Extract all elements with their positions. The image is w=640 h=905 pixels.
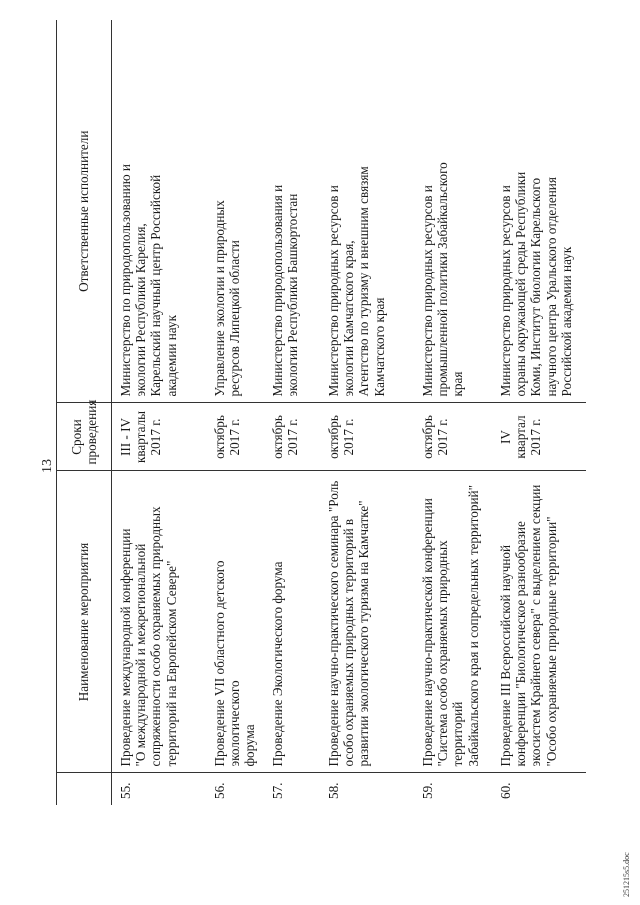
row-executor-line: Управление экологии и природных bbox=[212, 200, 227, 397]
row-period bbox=[112, 403, 207, 471]
header-executors: Ответственные исполнители bbox=[57, 20, 112, 403]
row-period-line: 2017 г. bbox=[285, 418, 301, 456]
row-executor-line: ресурсов Липецкой области bbox=[227, 240, 243, 397]
page-number: 13 bbox=[40, 459, 55, 473]
row-executors bbox=[112, 20, 207, 403]
row-period-line: 2017 г. bbox=[528, 418, 544, 456]
row-executor-line: академии наук bbox=[163, 315, 179, 397]
row-period-line: 2017 г. bbox=[341, 418, 357, 456]
row-number: 60. bbox=[498, 782, 513, 799]
row-period bbox=[206, 403, 264, 471]
row-period bbox=[320, 403, 414, 471]
row-title-line: территорий на Европейском Севере" bbox=[163, 560, 179, 767]
row-number: 56. bbox=[212, 782, 227, 799]
row-executor-line: Российской академии наук bbox=[558, 246, 574, 397]
row-executor-line: научного центра Уральского отделения bbox=[543, 177, 559, 397]
header-period-line: Сроки bbox=[68, 419, 84, 455]
row-title bbox=[112, 471, 207, 773]
row-title-line: конференции "Биологическое разнообразие bbox=[513, 521, 529, 767]
row-title-line: Забайкальского края и сопредельных территорий" bbox=[465, 485, 481, 767]
row-number: 58. bbox=[326, 782, 341, 799]
row-executor-line: Карельский научный центр Российской bbox=[148, 174, 164, 397]
header-number bbox=[57, 773, 112, 805]
row-title-line: "Особо охраняемые природные территории" bbox=[543, 516, 559, 767]
row-period bbox=[264, 403, 320, 471]
row-period-line: 2017 г. bbox=[148, 418, 164, 456]
table-header-row bbox=[57, 20, 112, 805]
row-period-line: IV квартал bbox=[498, 415, 529, 459]
events-table bbox=[56, 20, 586, 805]
row-executors bbox=[492, 20, 586, 403]
row-number: 57. bbox=[270, 782, 285, 799]
header-period-line: проведения bbox=[84, 399, 99, 465]
row-period-line: III - IV bbox=[118, 417, 133, 457]
row-executor-line: Камчатского края bbox=[371, 297, 387, 397]
table-row bbox=[414, 20, 492, 805]
row-executor-line: экологии Республики Карелия, bbox=[133, 223, 149, 397]
row-period-line: 2017 г. bbox=[435, 418, 451, 456]
row-executors bbox=[206, 20, 264, 403]
document-filename: 251215s5.doc bbox=[622, 852, 631, 897]
row-title bbox=[492, 471, 586, 773]
row-title-line: сопряженности особо охраняемых природных bbox=[148, 506, 164, 767]
row-executor-line: края bbox=[450, 371, 466, 397]
row-title-line: развитии экологического туризма на Камчатке" bbox=[356, 500, 372, 767]
row-executor-line: промышленной политики Забайкальского bbox=[435, 162, 451, 397]
table-row bbox=[320, 20, 414, 805]
row-period-line: кварталы bbox=[133, 410, 149, 464]
header-period bbox=[57, 399, 112, 471]
row-title-line: "О международной и межрегиональной bbox=[133, 543, 149, 767]
row-executor-line: Коми, Институт биологии Карельского bbox=[528, 177, 544, 397]
row-number: 55. bbox=[118, 782, 133, 799]
table-row bbox=[492, 20, 586, 805]
row-title bbox=[206, 471, 264, 773]
row-title bbox=[320, 471, 414, 773]
row-executors bbox=[320, 20, 414, 403]
row-executor-line: Министерство природопользования и bbox=[270, 184, 285, 397]
row-title-line: Проведение VII областного детского экологического bbox=[212, 560, 243, 767]
row-period bbox=[414, 403, 492, 471]
table-row bbox=[112, 20, 207, 805]
row-executor-line: охраны окружающей среды Республики bbox=[513, 171, 529, 397]
table-row bbox=[264, 20, 320, 805]
row-title-line: Проведение III Всероссийской научной bbox=[498, 544, 513, 767]
row-executor-line: Министерство природных ресурсов и bbox=[498, 185, 513, 397]
row-title bbox=[414, 471, 492, 773]
row-period-line: октябрь bbox=[326, 415, 341, 459]
row-title-line: "Система особо охраняемых природных территорий bbox=[435, 540, 466, 767]
row-title bbox=[264, 471, 320, 773]
row-executor-line: Министерство по природопользованию и bbox=[118, 164, 133, 397]
row-title-line: Проведение Экологического форума bbox=[270, 561, 285, 767]
header-name: Наименование мероприятия bbox=[57, 471, 112, 773]
table-row bbox=[206, 20, 264, 805]
row-period-line: октябрь bbox=[212, 415, 227, 459]
row-title-line: форума bbox=[242, 724, 258, 767]
row-title-line: Проведение научно-практического семинара "Роль bbox=[326, 480, 341, 767]
row-title-line: Проведение научно-практической конференции bbox=[420, 498, 435, 767]
row-executor-line: Министерство природных ресурсов и bbox=[326, 185, 341, 397]
row-executor-line: экологии Камчатского края, bbox=[341, 240, 357, 397]
row-executor-line: Министерство природных ресурсов и bbox=[420, 185, 435, 397]
row-period-line: октябрь bbox=[270, 415, 285, 459]
row-title-line: экосистем Крайнего севера" с выделением секции bbox=[528, 484, 544, 767]
row-period-line: 2017 г. bbox=[227, 418, 243, 456]
row-period-line: октябрь bbox=[420, 415, 435, 459]
row-title-line: Проведение международной конференции bbox=[118, 528, 133, 767]
row-executor-line: Агентство по туризму и внешним связям bbox=[356, 166, 372, 397]
row-period bbox=[492, 403, 586, 471]
row-executor-line: экологии Республики Башкортостан bbox=[285, 193, 301, 397]
row-executors bbox=[264, 20, 320, 403]
row-title-line: особо охраняемых природных территорий в bbox=[341, 518, 357, 767]
row-number: 59. bbox=[420, 782, 435, 799]
row-executors bbox=[414, 20, 492, 403]
